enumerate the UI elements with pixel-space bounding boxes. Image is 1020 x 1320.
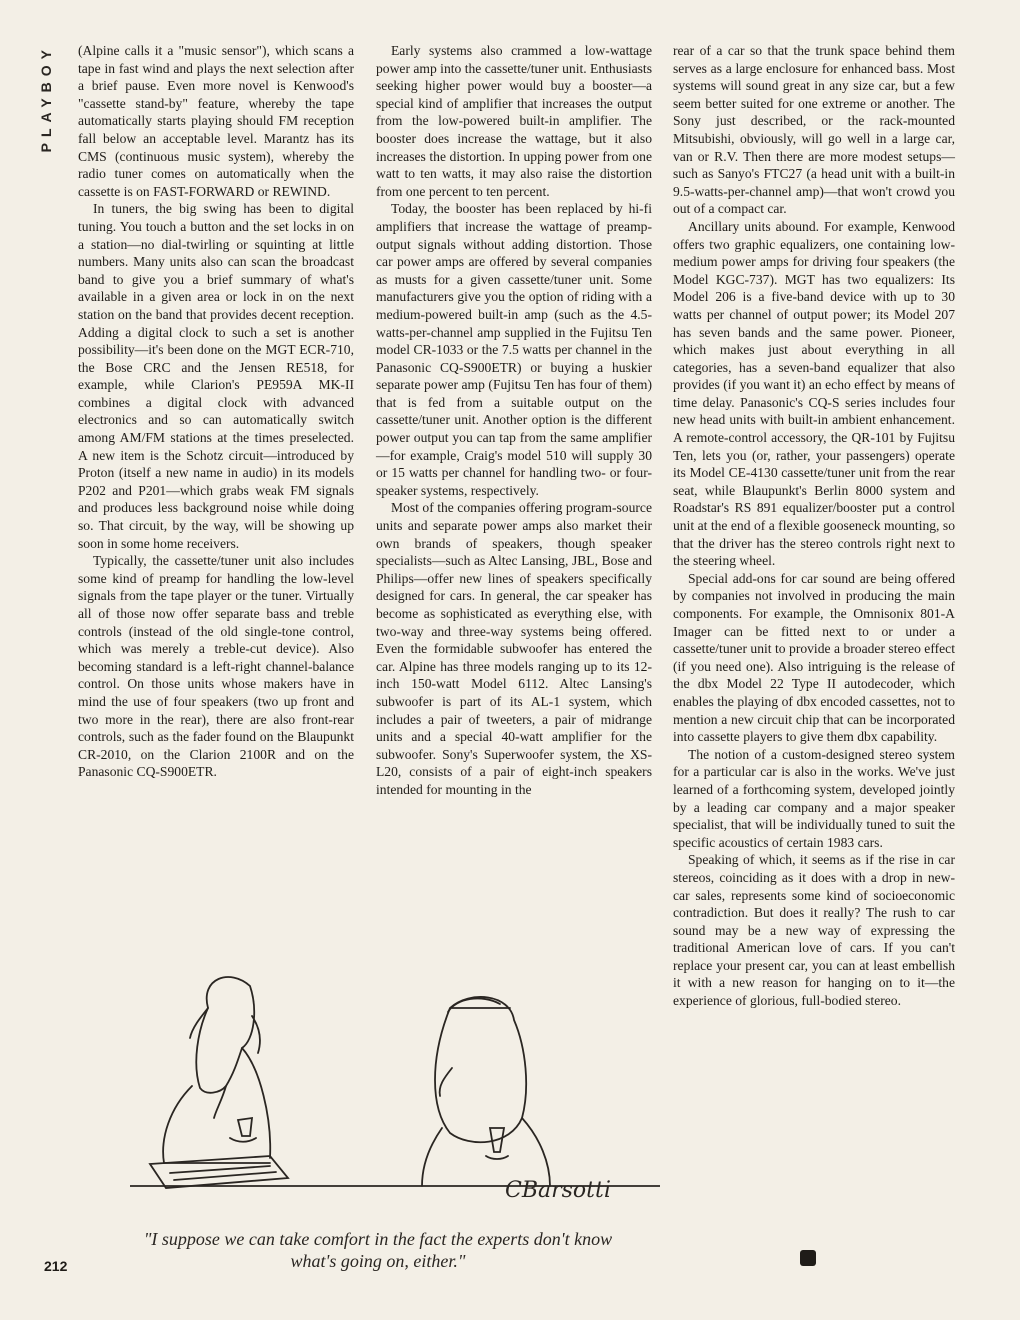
paragraph: Today, the booster has been replaced by hi-fi amplifiers that increase the wattage of preamp-output signals without adding distortion. Those car power amps are offered by several companies as musts for a given cassette/tuner unit. Some manufacturers give you the option of riding with a medium-powered built-in amp (such as the 4.5-watts-per-channel amp supplied in the Fujitsu Ten model CR-1033 or the 7.5 watts per channel in the Panasonic CQ-S900ETR) or buying a huskier separate power amp (Fujitsu Ten has four of them) that is fed from a suitable output on the cassette/tuner unit. Another option is the different power output you can tap from the same amplifier—for example, Craig's model 510 will supply 30 or 15 watts per channel for handling two- or four-speaker systems, respectively. — [376, 201, 652, 498]
paragraph: The notion of a custom-designed stereo system for a particular car is also in the works. We've just learned of a forthcoming system, developed jointly by a leading car company and a major speaker specialist, that will be individually tuned to suit the specific acoustics of certain 1983 cars. — [673, 746, 955, 850]
column-3 — [673, 42, 955, 1010]
cartoon-caption: "I suppose we can take comfort in the fact the experts don't know what's going on, either." — [143, 1229, 613, 1271]
paragraph: Typically, the cassette/tuner unit also includes some kind of preamp for handling the low-level signals from the tape player or the tuner. Virtually all of those now offer separate bass and treble controls (instead of the old single-tone control, which was merely a treble-cut device). Also becoming standard is a left-right channel-balance control. On those units whose makers have in mind the use of four speakers (two up front and two more in the rear), there are also front-rear controls, such as the fader found on the Blaupunkt CR-2010, on the Clarion 2100R and on the Panasonic CQ-S900ETR. — [78, 553, 354, 780]
cartoon-illustration — [130, 968, 660, 1213]
paragraph: rear of a car so that the trunk space behind them serves as a large enclosure for enhanced bass. Most systems will sound great in any size car, but a few seem better suited for one extreme or another. The Sony just described, or the rack-mounted Mitsubishi, obviously, will go well in a large car, van or R.V. Then there are more modest setups—such as Sanyo's FTC27 (a head unit with a built-in 9.5-watts-per-channel amp)—that won't crowd you out of a compact car. — [673, 43, 955, 217]
paragraph: Speaking of which, it seems as if the rise in car stereos, coinciding as it does with a drop in new-car sales, represents some kind of socioeconomic contradiction. But does it really? The rush to car sound may be a new way of expressing the traditional American love of cars. If you can't replace your present car, you can at least embellish it with a new reason for hanging on to it—the experience of glorious, full-bodied stereo. — [673, 852, 955, 1009]
column-2 — [376, 42, 652, 799]
paragraph: Most of the companies offering program-source units and separate power amps also market their own brands of speakers, though speaker specialists—such as Altec Lansing, JBL, Bose and Philips—offer new lines of speakers specifically designed for cars. In general, the car speaker has become as sophisticated as everything else, with two-way and three-way systems being offered. Even the formidable subwoofer has entered the car. Alpine has three models ranging up to its 12-inch 150-watt Model 6112. Altec Lansing's subwoofer is part of its AL-1 system, which includes a pair of tweeters, a pair of midrange units and a special 40-watt amplifier for the subwoofer. Sony's Superwoofer system, the XS-L20, consists of a pair of eight-inch speakers intended for mounting in the — [376, 500, 652, 797]
paragraph: In tuners, the big swing has been to digital tuning. You touch a button and the set locks in on a station—no dial-twirling or squinting at little numbers. Many units also can scan the broadcast band to give you a brief summary of what's available in a given area or lock in on the next station on the band that provides decent reception. Adding a digital clock to such a set is another possibility—it's been done on the MGT ECR-710, the Bose CRC and the Jensen RE518, for example, while Clarion's PE959A MK-II combines a digital clock with advanced electronics and so can automatically switch among AM/FM stations at the times preselected. A new item is the Schotz circuit—introduced by Proton (itself a new name in audio) in its models P202 and P201—which grabs weak FM signals and produces less background noise while doing so. That circuit, by the way, will be showing up soon in some home receivers. — [78, 201, 354, 551]
paragraph: (Alpine calls it a "music sensor"), which scans a tape in fast wind and plays the next selection after a brief pause. Even more novel is Kenwood's "cassette stand-by" feature, whereby the tape automatically starts playing should FM reception fall below an acceptable level. Marantz has its CMS (continuous music system), whereby the radio tuner comes on automatically when the cassette is on FAST-FORWARD or REWIND. — [78, 43, 354, 199]
paragraph: Special add-ons for car sound are being offered by companies not involved in producing the main components. For example, the Omnisonix 801-A Imager can be fitted next to or under a cassette/tuner unit to provide a broader stereo effect (if you need one). Also intriguing is the release of the dbx Model 22 Type II autodecoder, which enables the playing of dbx encoded cassettes, not to mention a new circuit chip that can be incorporated into cassette players to give them dbx capability. — [673, 570, 955, 745]
masthead: PLAYBOY — [38, 44, 54, 153]
cartoonist-signature: CBarsotti — [505, 1178, 611, 1203]
page-number: 212 — [44, 1258, 68, 1274]
column-1 — [78, 42, 354, 781]
end-rabbit-icon — [800, 1250, 816, 1266]
paragraph: Ancillary units abound. For example, Kenwood offers two graphic equalizers, one containing low-medium power amps for driving four speakers (the Model KGC-737). MGT has two equalizers: Its Model 206 is a five-band device with up to 30 watts per channel of output power; its Model 207 has seven bands and the same power. Pioneer, which makes just about everything in all categories, has a seven-band equalizer that also provides (if you want it) an echo effect by means of time delay. Panasonic's CQ-S series includes four new head units with built-in ambient enhancement. A remote-control accessory, the QR-101 by Fujitsu Ten, lets you (or, rather, your passengers) operate its Model CE-4130 cassette/tuner unit from the rear seat, while Blaupunkt's Berlin 8000 system and Roadstar's RS 891 equalizer/booster put a control unit at the end of a flexible gooseneck mounting, so that the driver has the stereo controls right next to the steering wheel. — [673, 218, 955, 569]
paragraph: Early systems also crammed a low-wattage power amp into the cassette/tuner unit. Enthusiasts seeking higher power would buy a booster—a special kind of amplifier that increases the output from the low-powered built-in amplifier. The booster does increase the wattage, but it also increases the distortion. In upping power from one watt to ten watts, it may also raise the distortion from one percent to ten percent. — [376, 43, 652, 199]
